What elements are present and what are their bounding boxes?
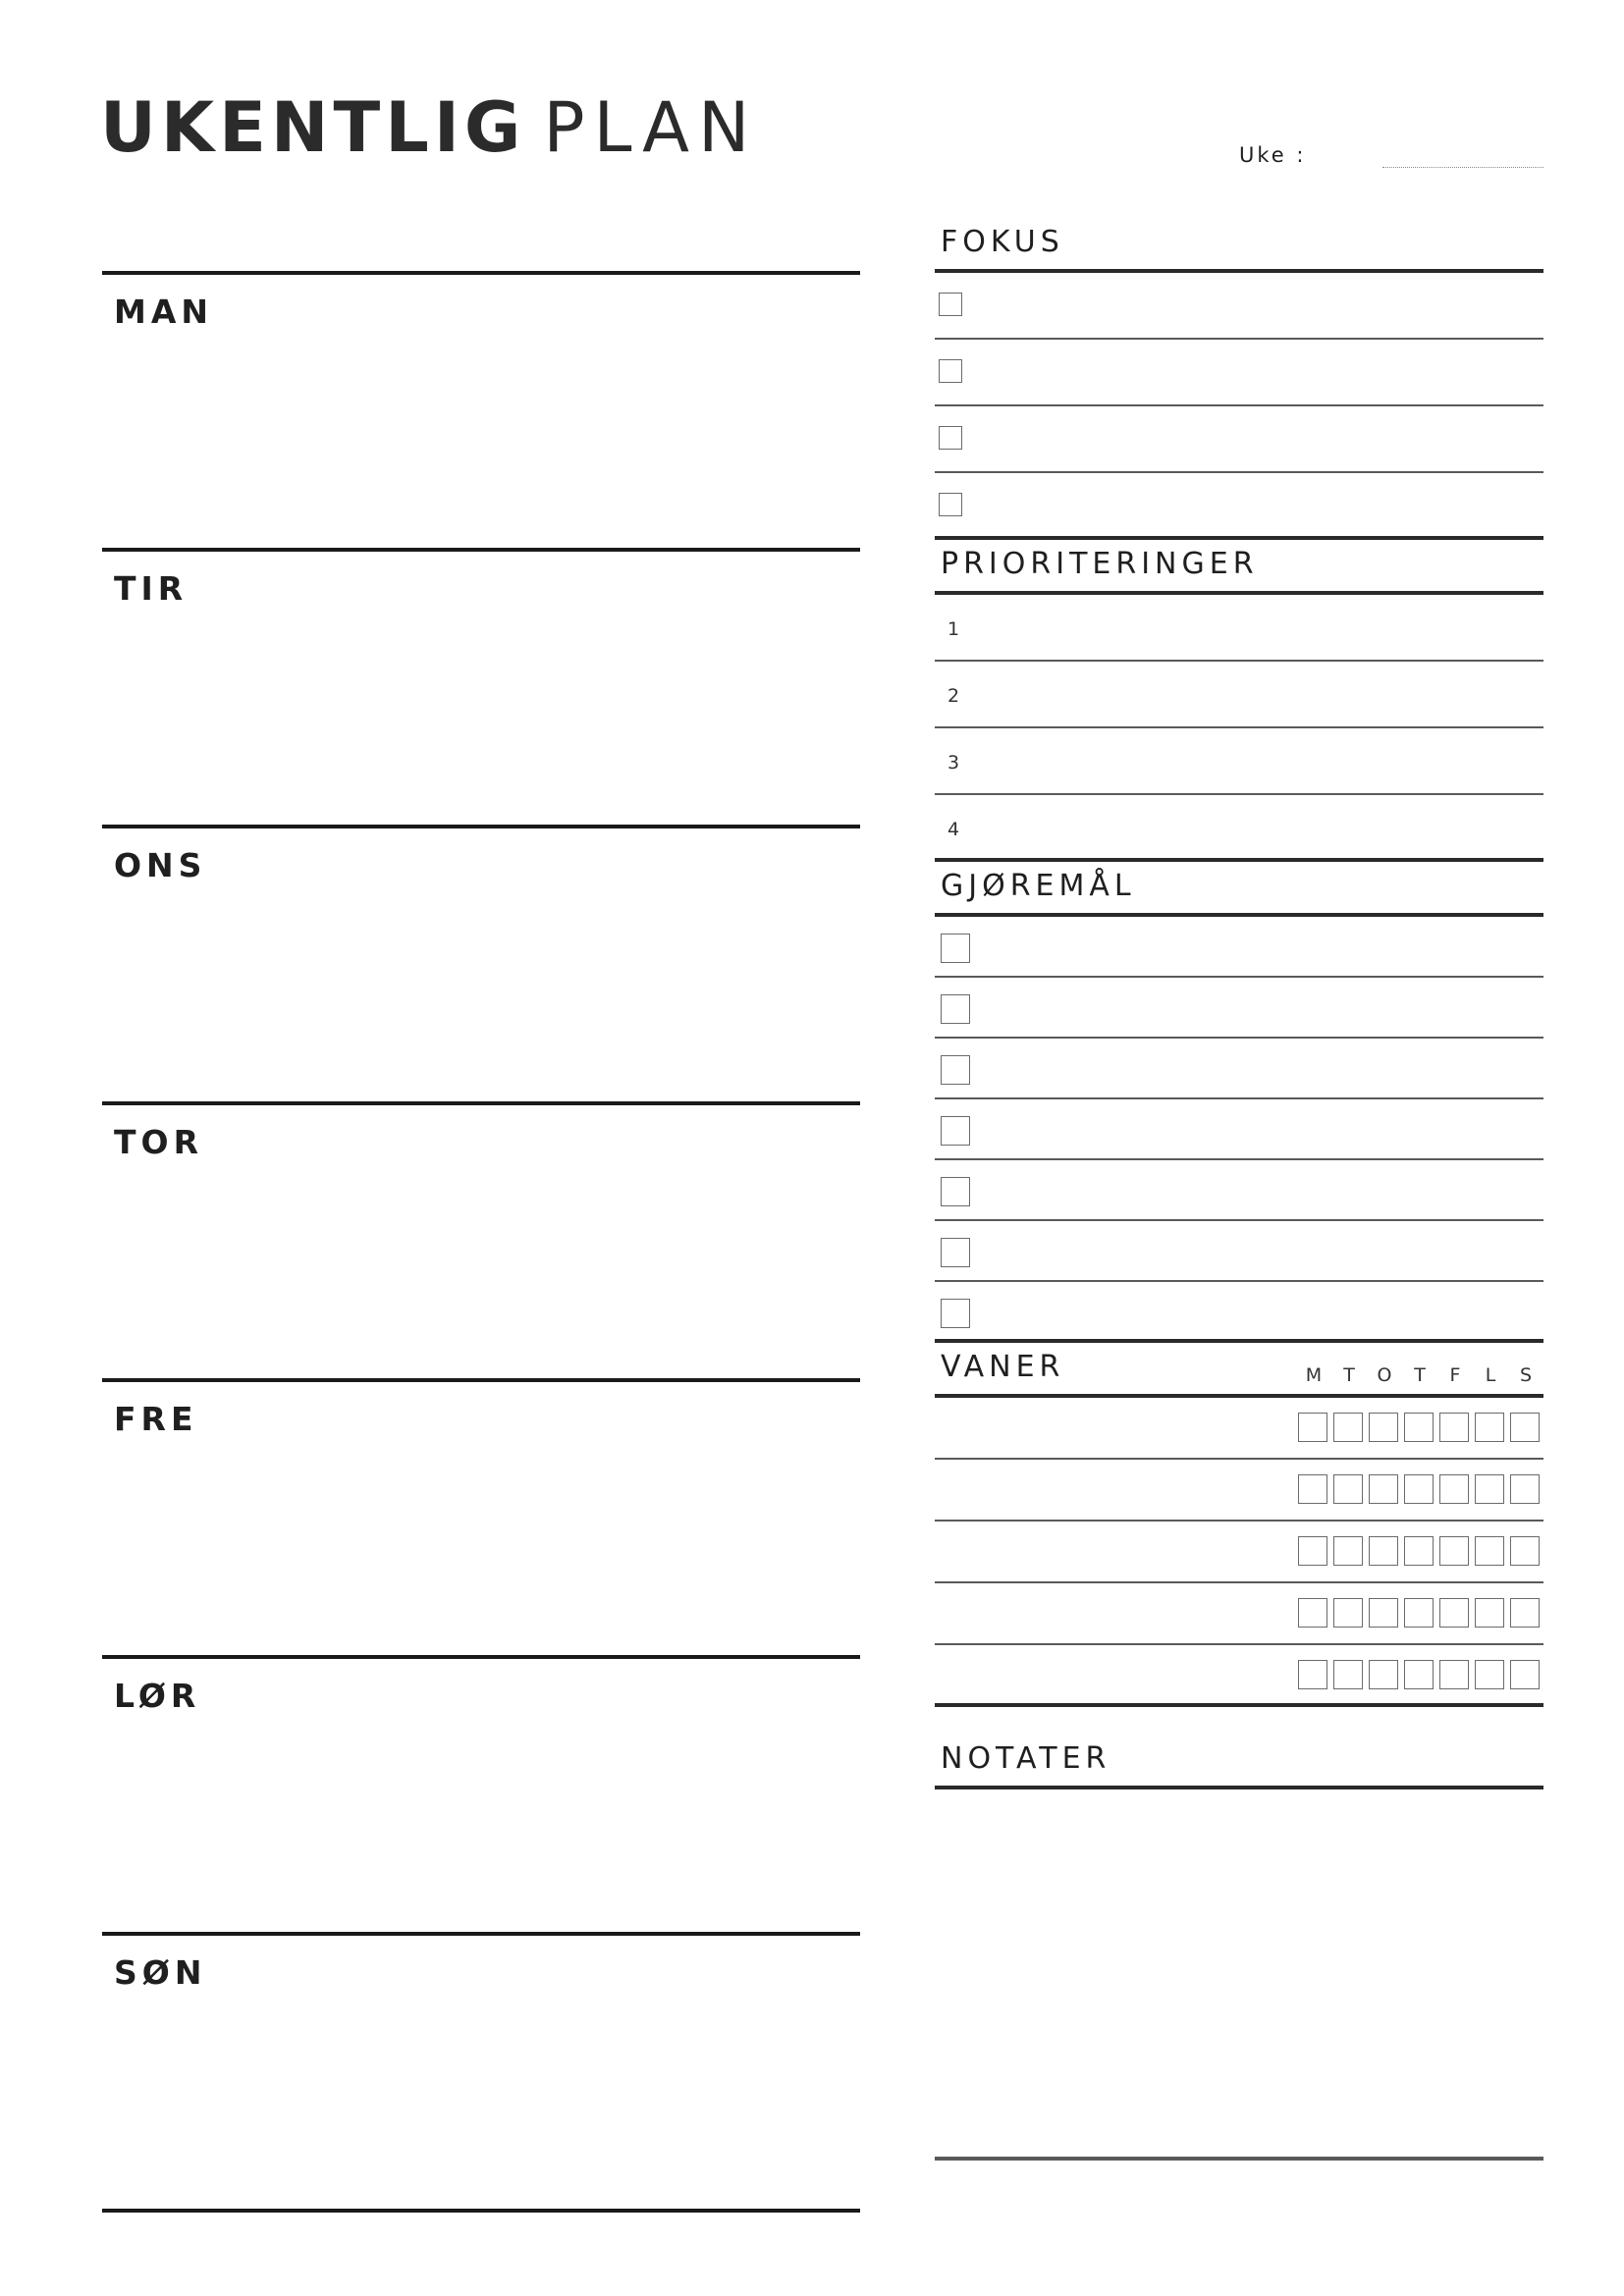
day-section-son[interactable] — [102, 1932, 860, 2209]
checkbox[interactable] — [1439, 1413, 1469, 1442]
priority-item[interactable] — [935, 728, 1543, 795]
day-letter: M — [1305, 1364, 1323, 1386]
habit-checkboxes — [1298, 1536, 1540, 1566]
checkbox[interactable] — [1333, 1536, 1363, 1566]
section-title: PRIORITERINGER — [941, 547, 1259, 581]
sidebar-panel — [935, 218, 1543, 2161]
priorities-header — [935, 540, 1543, 595]
checkbox[interactable] — [1475, 1536, 1504, 1566]
section-title: VANER — [941, 1350, 1065, 1384]
checkbox[interactable] — [939, 359, 962, 383]
day-letter: S — [1519, 1364, 1533, 1386]
notes-area[interactable] — [935, 1789, 1543, 2161]
section-title: GJØREMÅL — [941, 869, 1136, 903]
habit-checkboxes — [1298, 1660, 1540, 1689]
habit-day-letters — [1296, 1364, 1543, 1386]
checkbox[interactable] — [1404, 1536, 1434, 1566]
checkbox[interactable] — [1510, 1536, 1540, 1566]
checkbox[interactable] — [941, 1299, 970, 1328]
checkbox[interactable] — [1475, 1474, 1504, 1504]
todo-item[interactable] — [935, 1282, 1543, 1343]
day-label: MAN — [114, 293, 213, 331]
checkbox[interactable] — [1369, 1536, 1398, 1566]
checkbox[interactable] — [1298, 1660, 1327, 1689]
checkbox[interactable] — [941, 1238, 970, 1267]
day-label: LØR — [114, 1677, 201, 1715]
title-light: PLAN — [543, 87, 759, 168]
priority-number: 4 — [947, 819, 960, 840]
priority-item[interactable] — [935, 595, 1543, 662]
checkbox[interactable] — [1439, 1536, 1469, 1566]
checkbox[interactable] — [1298, 1536, 1327, 1566]
divider — [102, 2209, 860, 2213]
checkbox[interactable] — [1333, 1413, 1363, 1442]
page-title — [100, 86, 758, 169]
checkbox[interactable] — [941, 1177, 970, 1206]
priority-item[interactable] — [935, 795, 1543, 862]
day-section-man[interactable] — [102, 271, 860, 548]
checkbox[interactable] — [1333, 1474, 1363, 1504]
habit-checkboxes — [1298, 1598, 1540, 1628]
checkbox[interactable] — [1510, 1598, 1540, 1628]
day-letter: T — [1343, 1364, 1355, 1386]
day-label: TOR — [114, 1123, 203, 1161]
checkbox[interactable] — [1475, 1660, 1504, 1689]
checkbox[interactable] — [939, 493, 962, 516]
day-label: ONS — [114, 846, 207, 884]
week-label: Uke : — [1239, 143, 1307, 167]
todos-header — [935, 862, 1543, 917]
checkbox[interactable] — [939, 293, 962, 316]
checkbox[interactable] — [1439, 1598, 1469, 1628]
day-label: TIR — [114, 569, 189, 608]
day-letter: L — [1485, 1364, 1496, 1386]
day-label: FRE — [114, 1400, 198, 1438]
checkbox[interactable] — [941, 1055, 970, 1085]
checkbox[interactable] — [1439, 1660, 1469, 1689]
checkbox[interactable] — [1510, 1660, 1540, 1689]
checkbox[interactable] — [941, 994, 970, 1024]
checkbox[interactable] — [1369, 1660, 1398, 1689]
checkbox[interactable] — [1369, 1413, 1398, 1442]
checkbox[interactable] — [1404, 1413, 1434, 1442]
todo-item[interactable] — [935, 978, 1543, 1039]
day-section-tor[interactable] — [102, 1101, 860, 1378]
focus-item[interactable] — [935, 473, 1543, 540]
checkbox[interactable] — [1369, 1474, 1398, 1504]
priority-number: 2 — [947, 685, 960, 707]
checkbox[interactable] — [1475, 1598, 1504, 1628]
todo-item[interactable] — [935, 1221, 1543, 1282]
week-input-line[interactable] — [1382, 167, 1543, 168]
checkbox[interactable] — [1404, 1474, 1434, 1504]
todo-item[interactable] — [935, 1039, 1543, 1099]
focus-item[interactable] — [935, 406, 1543, 473]
todo-item[interactable] — [935, 1099, 1543, 1160]
day-letter: F — [1449, 1364, 1461, 1386]
habit-row[interactable] — [935, 1522, 1543, 1583]
checkbox[interactable] — [941, 934, 970, 963]
section-title: NOTATER — [941, 1741, 1111, 1776]
checkbox[interactable] — [939, 426, 962, 450]
section-title: FOKUS — [941, 225, 1064, 259]
day-section-fre[interactable] — [102, 1378, 860, 1655]
day-letter: T — [1414, 1364, 1426, 1386]
habit-checkboxes — [1298, 1413, 1540, 1442]
checkbox[interactable] — [1404, 1660, 1434, 1689]
habit-row[interactable] — [935, 1398, 1543, 1460]
checkbox[interactable] — [1510, 1474, 1540, 1504]
day-letter: O — [1377, 1364, 1392, 1386]
habit-row[interactable] — [935, 1645, 1543, 1707]
title-bold: UKENTLIG — [100, 87, 526, 168]
habit-checkboxes — [1298, 1474, 1540, 1504]
day-section-tir[interactable] — [102, 548, 860, 825]
checkbox[interactable] — [1404, 1598, 1434, 1628]
focus-header — [935, 218, 1543, 273]
habit-row[interactable] — [935, 1460, 1543, 1522]
checkbox[interactable] — [1298, 1474, 1327, 1504]
priority-number: 3 — [947, 752, 960, 774]
checkbox[interactable] — [1510, 1413, 1540, 1442]
days-column — [102, 271, 860, 2213]
focus-item[interactable] — [935, 273, 1543, 340]
priority-item[interactable] — [935, 662, 1543, 728]
habits-header — [935, 1343, 1543, 1398]
checkbox[interactable] — [1298, 1598, 1327, 1628]
checkbox[interactable] — [1333, 1660, 1363, 1689]
checkbox[interactable] — [941, 1116, 970, 1146]
checkbox[interactable] — [1475, 1413, 1504, 1442]
day-section-ons[interactable] — [102, 825, 860, 1101]
todo-item[interactable] — [935, 1160, 1543, 1221]
notes-header — [935, 1707, 1543, 1789]
checkbox[interactable] — [1369, 1598, 1398, 1628]
todo-item[interactable] — [935, 917, 1543, 978]
focus-item[interactable] — [935, 340, 1543, 406]
habit-row[interactable] — [935, 1583, 1543, 1645]
checkbox[interactable] — [1333, 1598, 1363, 1628]
priority-number: 1 — [947, 618, 960, 640]
day-section-lor[interactable] — [102, 1655, 860, 1932]
checkbox[interactable] — [1298, 1413, 1327, 1442]
day-label: SØN — [114, 1953, 207, 1992]
checkbox[interactable] — [1439, 1474, 1469, 1504]
